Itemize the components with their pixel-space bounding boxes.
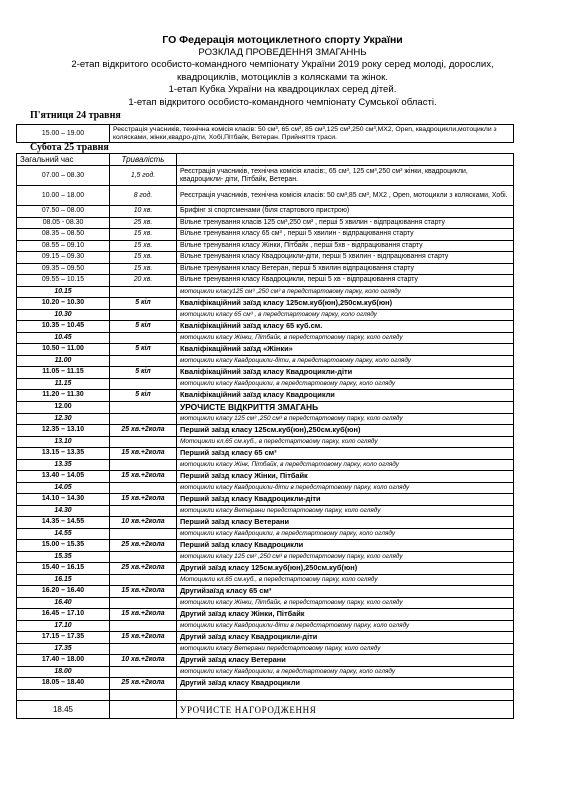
row-duration bbox=[110, 689, 177, 701]
row-duration bbox=[110, 505, 177, 517]
row-duration: 15 хв.+2кола bbox=[110, 494, 177, 506]
table-row bbox=[17, 586, 514, 598]
row-event: Кваліфікаційний заїзд класу Квадроцикли-діти bbox=[177, 367, 514, 379]
row-event: Кваліфікаційний заїзд класу 125см.куб(юн),250см.куб(юн) bbox=[177, 298, 514, 310]
row-event: мотоцикли класу 125 см³ ,250 см³ в передстартовому парку, коло огляду bbox=[177, 413, 514, 425]
row-duration: 15 хв.+2кола bbox=[110, 609, 177, 621]
row-duration bbox=[110, 597, 177, 609]
row-time: 12.30 bbox=[17, 413, 110, 425]
row-duration bbox=[110, 355, 177, 367]
row-event: мотоцикли класу Квадроцикли-діти, в передстартовому парку, коло огляду bbox=[177, 355, 514, 367]
table-row bbox=[17, 263, 514, 275]
column-header-time: Загальний час bbox=[17, 154, 110, 166]
row-time: 17.10 bbox=[17, 620, 110, 632]
table-row bbox=[17, 240, 514, 252]
table-row bbox=[17, 309, 514, 321]
row-event: Кваліфікаційний заїзд класу Квадроцикли bbox=[177, 390, 514, 402]
row-time: 08.35 – 08.50 bbox=[17, 229, 110, 241]
row-event: Перший заїзд класу Ветерани bbox=[177, 517, 514, 529]
row-time: 15.00 – 15.35 bbox=[17, 540, 110, 552]
row-event: Другий заїзд класу Ветерани bbox=[177, 655, 514, 667]
subtitle-line-4: 1-етап відкритого особисто-командного чемпіонату Сумської області. bbox=[128, 96, 437, 108]
row-event: Кваліфікаційний заїзд класу 65 куб.см. bbox=[177, 321, 514, 333]
row-duration: 25 хв. bbox=[110, 217, 177, 229]
row-duration: 5 кіл bbox=[110, 390, 177, 402]
row-event: Вільне тренування класу 65 см³ , перші 5 хвилин - відпрацювання старту bbox=[177, 229, 514, 241]
row-event: мотоцикли класу125 см³ ,250 см³ в передстартовому парку, коло огляду bbox=[177, 286, 514, 298]
row-time: 14.05 bbox=[17, 482, 110, 494]
row-time: 08.05 - 08.30 bbox=[17, 217, 110, 229]
saturday-schedule-table bbox=[16, 153, 514, 719]
row-event: Другий заїзд класу 125см.куб(юн),250см.куб(юн) bbox=[177, 563, 514, 575]
row-event: мотоцикли класу Квадроцикли, в передстартовому парку, коло огляду bbox=[177, 378, 514, 390]
table-row bbox=[17, 186, 514, 206]
table-row bbox=[17, 540, 514, 552]
row-event: мотоцикли класу Ветерани передстартовому парку, коло огляду bbox=[177, 505, 514, 517]
row-duration: 15 хв.+2кола bbox=[110, 632, 177, 644]
column-header-duration: Тривалість bbox=[110, 154, 177, 166]
row-time: 16.15 bbox=[17, 574, 110, 586]
row-time: 15.40 – 16.15 bbox=[17, 563, 110, 575]
table-row bbox=[17, 448, 514, 460]
row-event: Мотоцикли кл.65 см.куб., в передстартовому парку, коло огляду bbox=[177, 574, 514, 586]
row-event: Другий заїзд класу Квадроцикли-діти bbox=[177, 632, 514, 644]
row-time: 08.55 – 09.10 bbox=[17, 240, 110, 252]
row-event bbox=[177, 689, 514, 701]
table-row bbox=[17, 459, 514, 471]
row-duration bbox=[110, 332, 177, 344]
row-time: 11.05 – 11.15 bbox=[17, 367, 110, 379]
row-time bbox=[17, 689, 110, 701]
row-time: 09.35 – 09.50 bbox=[17, 263, 110, 275]
row-duration bbox=[110, 378, 177, 390]
table-row bbox=[17, 344, 514, 356]
row-event: Вільне тренування класу Жінки, Пітбайк , перші 5хв - відпрацювання старту bbox=[177, 240, 514, 252]
row-duration: 15 хв.+2кола bbox=[110, 471, 177, 483]
row-duration bbox=[110, 401, 177, 413]
row-duration: 5 кіл bbox=[110, 321, 177, 333]
row-event: мотоцикли класу Квадроцикли, в передстартовому парку, коло огляду bbox=[177, 528, 514, 540]
row-duration bbox=[110, 666, 177, 678]
row-event: Перший заїзд класу Квадроцикли-діти bbox=[177, 494, 514, 506]
subtitle-line-2: квадроциклів, мотоциклів з колясками та жінок. bbox=[177, 71, 388, 83]
row-event: мотоцикли класу 125 см³ ,250 см³ в передстартовому парку, коло огляду bbox=[177, 551, 514, 563]
row-event: Перший заїзд класу Жінки, Пітбайк bbox=[177, 471, 514, 483]
row-duration bbox=[110, 574, 177, 586]
table-row bbox=[17, 471, 514, 483]
table-row bbox=[17, 252, 514, 264]
table-row bbox=[17, 528, 514, 540]
row-event: Кваліфікаційний заїзд «Жінки» bbox=[177, 344, 514, 356]
table-row bbox=[17, 367, 514, 379]
table-row bbox=[17, 286, 514, 298]
friday-schedule-table bbox=[16, 124, 514, 143]
document-title: РОЗКЛАД ПРОВЕДЕННЯ ЗМАГАННЬ bbox=[198, 46, 367, 58]
row-time: 14.10 – 14.30 bbox=[17, 494, 110, 506]
table-row bbox=[17, 678, 514, 690]
row-event: мотоцикли класу Квадроцикли-діти в передстартовому парку, коло огляду bbox=[177, 482, 514, 494]
table-row bbox=[17, 666, 514, 678]
row-event: Другий заїзд класу Жінки, Пітбайк bbox=[177, 609, 514, 621]
table-row bbox=[17, 655, 514, 667]
row-time: 12.00 bbox=[17, 401, 110, 413]
row-time: 10.00 – 18.00 bbox=[17, 186, 110, 206]
row-duration: 15 хв.+2кола bbox=[110, 448, 177, 460]
row-event: мотоцикли класу Квадроцикли-діти в передстартовому парку, коло огляду bbox=[177, 620, 514, 632]
row-event: Мотоцикли кл.65 см.куб., в передстартовому парку, коло огляду bbox=[177, 436, 514, 448]
row-event: Вільне тренування класу Квадроцикли-діти, перші 5 хвилин - відпрацювання старту bbox=[177, 252, 514, 264]
row-duration: 25 хв.+2кола bbox=[110, 678, 177, 690]
table-row bbox=[17, 321, 514, 333]
row-event: мотоцикли класу Ветерани передстартовому парку, коло огляду bbox=[177, 643, 514, 655]
row-event: Реєстрація учасників, технічна комісія класів:, 65 см³, 125 см³,250 см³ жінки, квадроцикли, квадроцикли- діти, Пітбайк, Ветеран. bbox=[177, 166, 514, 186]
saturday-heading: Субота 25 травня bbox=[30, 142, 109, 153]
organization-name: ГО Федерація мотоциклетного спорту України bbox=[162, 34, 403, 46]
row-duration bbox=[110, 528, 177, 540]
row-duration bbox=[110, 413, 177, 425]
row-event: Перший заїзд класу Квадроцикли bbox=[177, 540, 514, 552]
row-event: мотоцикли класу Жінки, Пітбайк, в передстартовому парку, коло огляду bbox=[177, 597, 514, 609]
friday-time: 15.00 – 19.00 bbox=[17, 125, 110, 143]
row-time: 18.05 – 18.40 bbox=[17, 678, 110, 690]
row-duration bbox=[110, 482, 177, 494]
row-time: 17.15 – 17.35 bbox=[17, 632, 110, 644]
row-time: 07.50 – 08.00 bbox=[17, 206, 110, 218]
table-row bbox=[17, 701, 514, 719]
table-row bbox=[17, 643, 514, 655]
row-time: 13.35 bbox=[17, 459, 110, 471]
row-time: 16.40 bbox=[17, 597, 110, 609]
row-time: 09.55 – 10.15 bbox=[17, 275, 110, 287]
row-duration: 15 хв. bbox=[110, 252, 177, 264]
row-duration bbox=[110, 620, 177, 632]
document-header bbox=[0, 34, 565, 110]
table-row bbox=[17, 355, 514, 367]
row-duration bbox=[110, 643, 177, 655]
row-duration: 1,5 год. bbox=[110, 166, 177, 186]
table-row bbox=[17, 390, 514, 402]
row-event: Реєстрація учасників, технічна комісія класів: 50 см³,85 см³, МХ2 , Open, мотоцикли з колясками, Хобі. bbox=[177, 186, 514, 206]
table-header-row bbox=[17, 154, 514, 166]
row-event: УРОЧИСТЕ ВІДКРИТТЯ ЗМАГАНЬ bbox=[177, 401, 514, 413]
row-time: 10.35 – 10.45 bbox=[17, 321, 110, 333]
friday-heading: П'ятниця 24 травня bbox=[30, 110, 121, 121]
row-event: мотоцикли класу Жінки, Пітбайк, в передстартовому парку, коло огляду bbox=[177, 332, 514, 344]
row-time: 10.20 – 10.30 bbox=[17, 298, 110, 310]
row-time: 10.50 – 11.00 bbox=[17, 344, 110, 356]
table-row bbox=[17, 482, 514, 494]
table-row bbox=[17, 620, 514, 632]
row-time: 12.35 – 13.10 bbox=[17, 425, 110, 437]
row-event: УРОЧИСТЕ НАГОРОДЖЕННЯ bbox=[177, 701, 514, 719]
table-row bbox=[17, 378, 514, 390]
row-time: 07.00 – 08.30 bbox=[17, 166, 110, 186]
row-time: 13.10 bbox=[17, 436, 110, 448]
friday-event: Реєстрація учасників, технічна комісія класів: 50 см³, 65 см³, 85 см³,125 см³,250 см³,МХ2, Open, квадроцикли,мотоцикли з колясками, жінки,квадро-діти, Хобі,Пітбайк, Ветеран. Прийняття траси. bbox=[110, 125, 514, 143]
column-header-event bbox=[177, 154, 514, 166]
table-row bbox=[17, 413, 514, 425]
table-row bbox=[17, 217, 514, 229]
row-event: Брифінг зі спортсменами (біля стартового пристрою) bbox=[177, 206, 514, 218]
row-duration: 5 кіл bbox=[110, 298, 177, 310]
table-row bbox=[17, 275, 514, 287]
row-time: 10.15 bbox=[17, 286, 110, 298]
row-duration: 15 хв. bbox=[110, 240, 177, 252]
table-row bbox=[17, 597, 514, 609]
row-duration: 8 год. bbox=[110, 186, 177, 206]
row-event: Вільне тренування класу Квадроцикли, перші 5 хв - відпрацювання старту bbox=[177, 275, 514, 287]
row-time: 16.20 – 16.40 bbox=[17, 586, 110, 598]
row-event: Другий заїзд класу Квадроцикли bbox=[177, 678, 514, 690]
row-duration: 20 хв. bbox=[110, 275, 177, 287]
table-row bbox=[17, 563, 514, 575]
table-row bbox=[17, 517, 514, 529]
row-duration bbox=[110, 436, 177, 448]
row-duration: 5 кіл bbox=[110, 344, 177, 356]
table-row bbox=[17, 689, 514, 701]
row-event: мотоцикли класу Квадроцикли, в передстартовому парку, коло огляду bbox=[177, 666, 514, 678]
table-row bbox=[17, 229, 514, 241]
subtitle-line-1: 2-етап відкритого особисто-командного чемпіонату України 2019 року серед молоді, дорослих, bbox=[71, 59, 494, 71]
row-time: 14.55 bbox=[17, 528, 110, 540]
row-time: 09.15 – 09.30 bbox=[17, 252, 110, 264]
row-duration: 15 хв.+2кола bbox=[110, 586, 177, 598]
row-time: 14.30 bbox=[17, 505, 110, 517]
table-row bbox=[17, 494, 514, 506]
row-duration: 15 хв. bbox=[110, 263, 177, 275]
row-duration bbox=[110, 309, 177, 321]
row-time: 17.40 – 18.00 bbox=[17, 655, 110, 667]
row-time: 13.15 – 13.35 bbox=[17, 448, 110, 460]
row-duration: 25 хв.+2кола bbox=[110, 540, 177, 552]
row-time: 16.45 – 17.10 bbox=[17, 609, 110, 621]
row-time: 17.35 bbox=[17, 643, 110, 655]
table-row bbox=[17, 609, 514, 621]
table-row bbox=[17, 206, 514, 218]
row-time: 10.30 bbox=[17, 309, 110, 321]
row-event: мотоцикли класу 65 см³ , в передстартовому парку, коло огляду bbox=[177, 309, 514, 321]
table-row bbox=[17, 551, 514, 563]
table-row bbox=[17, 425, 514, 437]
row-duration bbox=[110, 701, 177, 719]
row-event: мотоцикли класу Жінк, Пітбайк, в передстартовому парку, коло огляду bbox=[177, 459, 514, 471]
table-row bbox=[17, 632, 514, 644]
row-time: 11.15 bbox=[17, 378, 110, 390]
row-time: 10.45 bbox=[17, 332, 110, 344]
table-row bbox=[17, 332, 514, 344]
row-time: 18.45 bbox=[17, 701, 110, 719]
row-duration: 5 кіл bbox=[110, 367, 177, 379]
row-time: 11.00 bbox=[17, 355, 110, 367]
row-duration: 10 хв.+2кола bbox=[110, 655, 177, 667]
table-row bbox=[17, 401, 514, 413]
row-time: 14.35 – 14.55 bbox=[17, 517, 110, 529]
subtitle-line-3: 1-етап Кубка України на квадроциклах серед дітей. bbox=[168, 84, 397, 96]
row-time: 11.20 – 11.30 bbox=[17, 390, 110, 402]
row-duration: 25 хв.+2кола bbox=[110, 563, 177, 575]
row-event: Вільне тренування класів 125 см³,250 см³ , перші 5 хвилин - відпрацювання старту bbox=[177, 217, 514, 229]
row-duration bbox=[110, 551, 177, 563]
row-event: Перший заїзд класу 125см.куб(юн),250см.куб(юн) bbox=[177, 425, 514, 437]
row-duration bbox=[110, 459, 177, 471]
row-duration bbox=[110, 286, 177, 298]
table-row bbox=[17, 436, 514, 448]
row-time: 13.40 – 14.05 bbox=[17, 471, 110, 483]
row-event: Вільне тренування класу Ветеран, перші 5 хвилин відпрацювання старту bbox=[177, 263, 514, 275]
row-duration: 15 хв. bbox=[110, 229, 177, 241]
row-time: 18.00 bbox=[17, 666, 110, 678]
table-row bbox=[17, 125, 514, 143]
table-row bbox=[17, 298, 514, 310]
table-row bbox=[17, 574, 514, 586]
table-row bbox=[17, 505, 514, 517]
row-time: 15.35 bbox=[17, 551, 110, 563]
row-duration: 25 хв.+2кола bbox=[110, 425, 177, 437]
row-event: Перший заїзд класу 65 см³ bbox=[177, 448, 514, 460]
row-duration: 10 хв. bbox=[110, 206, 177, 218]
row-duration: 10 хв.+2кола bbox=[110, 517, 177, 529]
table-row bbox=[17, 166, 514, 186]
row-event: Другийзаїзд класу 65 см³ bbox=[177, 586, 514, 598]
